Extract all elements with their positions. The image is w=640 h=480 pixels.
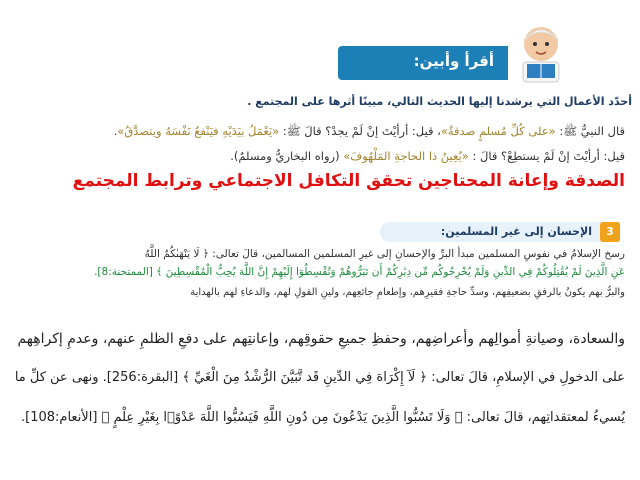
hadith-text: ، قيل: أرأيْتَ إنْ لَمْ يجدْ؟ قالَ ﷺ: — [279, 124, 441, 138]
answer-overlay: الصدقة وإعانة المحتاجين تحقق التكافل الاجتماعي وترابط المجتمع — [72, 171, 625, 191]
section-title: الإحسان إلى غير المسلمين: — [440, 225, 592, 238]
section-number-badge: 3 — [600, 222, 620, 242]
lesson-header — [338, 46, 508, 80]
hadith-text: . — [113, 124, 118, 138]
instruction-text: أحدّد الأعمال التي يرشدنا إليها الحديث التالي، مبينًا أثرها على المجتمع . — [247, 95, 632, 108]
student-reading-icon — [505, 14, 577, 86]
hadith-quote: «يَعْمَلُ بيَدَيْهِ فيَنْفعُ نَفْسَهُ ويتصدَّقُ» — [117, 124, 280, 138]
paragraph-line-4: والسعادة، وصيانةِ أموالِهم وأعراضِهم، وحفظِ جميعِ حقوقِهم، وإعانتِهم على دفعِ الظلمِ عنهم، وعدمِ إكراهِهم — [17, 331, 625, 347]
quran-verse-line: عَنِ الَّذِينَ لَمْ يُقَٰتِلُوكُمْ فِي الدِّينِ وَلَمْ يُخْرِجُوكُم مِّن دِيَٰرِكُمْ أَن تَبَرُّوهُمْ وَتُقْسِطُوٓا إِلَيْهِمْ إِنَّ اللَّهَ يُحِبُّ الْمُقْسِطِينَ ﴾ [الممتحنة:8]. — [94, 266, 625, 278]
lesson-header-title: أقرأ وأبين: — [413, 52, 494, 70]
paragraph-line-1: رسخ الإسلامُ في نفوسِ المسلمين مبدأ البرِّ والإحسانِ إلى غيرِ المسلمين المسالمين، قالَ تعالى: ﴿ لَا يَنْهَىٰكُمُ اللَّهُ — [144, 248, 625, 260]
hadith-text: قيل: أرأيْتَ إنْ لَمْ يستطِعْ؟ قالَ : — [468, 149, 625, 163]
watermark: ​ — [34, 121, 46, 138]
hadith-quote: «على كُلِّ مُسلمٍ صدقةٌ» — [440, 124, 556, 138]
section-heading — [380, 222, 620, 242]
hadith-line-2 — [225, 149, 625, 163]
paragraph-line-5: على الدخولِ في الإسلامِ، قالَ تعالى: ﴿ لَآ إِكْرَاهَ فِي الدِّينِ قَد تَّبَيَّنَ الرُّشْدُ مِنَ الْغَيِّ ﴾ [البقرة:256]. ونهى عن كلِّ ما — [14, 370, 625, 385]
hadith-citation: (رواه البخاريُّ ومسلمٌ). — [230, 149, 344, 163]
hadith-text: قال النبيُّ ﷺ: — [555, 124, 625, 138]
paragraph-line-6: يُسيءُ لمعتقداتِهم، قالَ تعالى: ﴿ وَلَا تَسُبُّوا الَّذِينَ يَدْعُونَ مِن دُونِ اللَّهِ فَيَسُبُّوا اللَّهَ عَدْوًۢا بِغَيْرِ عِلْمٍ ﴾ [الأنعام:108]. — [20, 410, 625, 425]
hadith-quote: «يُعِينُ ذا الحاجةِ المَلْهُوفَ» — [343, 149, 469, 163]
hadith-line-1 — [15, 121, 625, 141]
paragraph-line-3: والبرُّ بهم يكونُ بالرفقِ بضعيفِهم، وسدِّ حاجةِ فقيرِهم، وإطعامِ جائعِهم، ولينِ القولِ لهم، والدعاءِ لهم بالهداية — [190, 287, 625, 298]
